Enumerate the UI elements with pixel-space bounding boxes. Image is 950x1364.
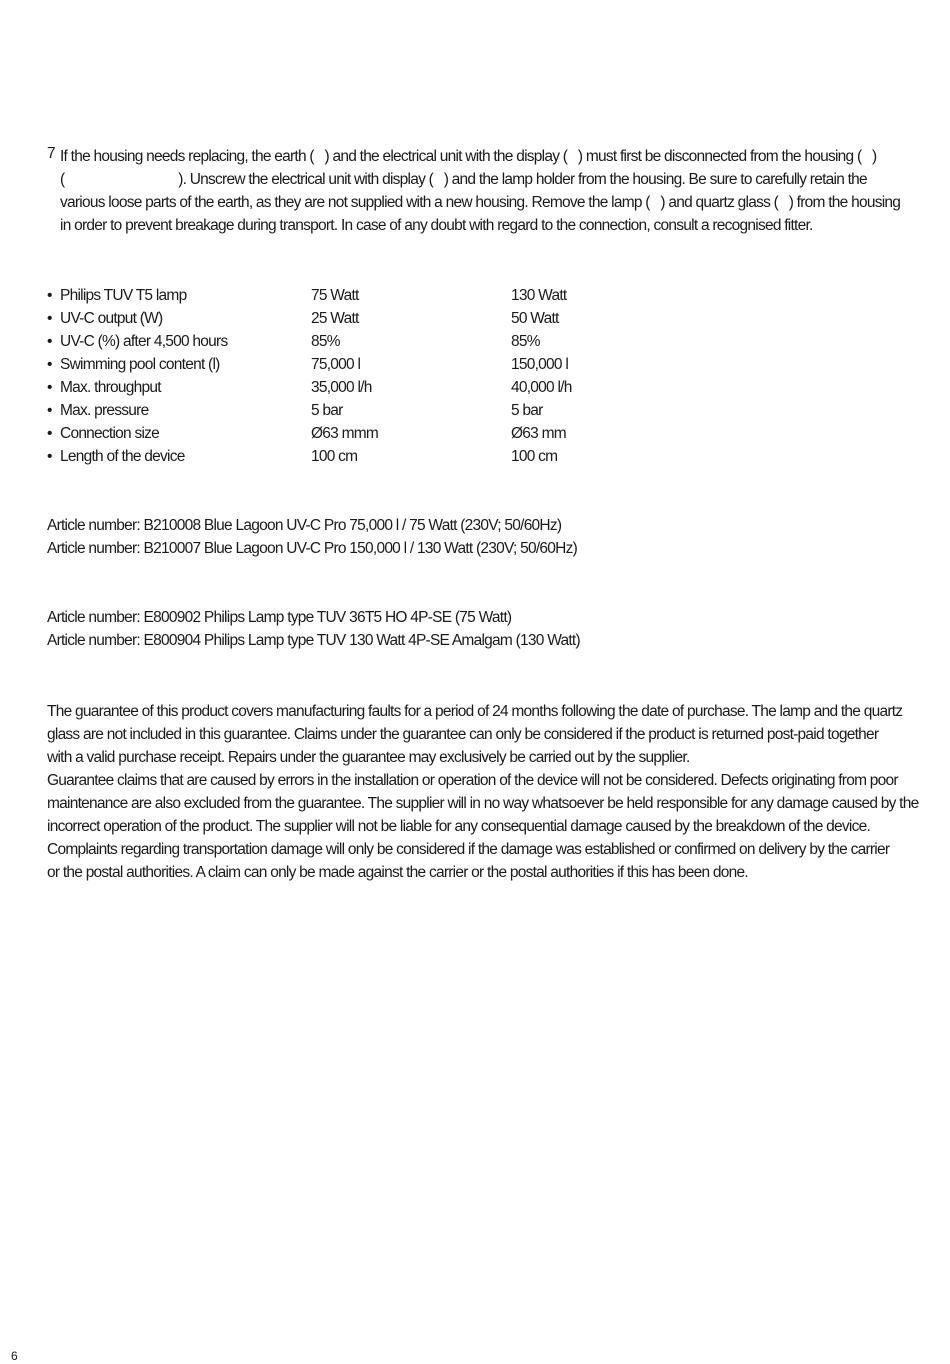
specifications-list	[47, 284, 747, 468]
bullet: •	[47, 333, 52, 350]
spec-value-130w: 50 Watt	[511, 310, 559, 327]
spec-value-75w: 85%	[311, 333, 340, 350]
step-7-line: If the housing needs replacing, the earth ( ) and the electrical unit with the display ( ) must first be disconnected from the housing ( )	[60, 148, 877, 165]
bullet: •	[47, 402, 52, 419]
lamp-article-numbers	[47, 606, 580, 652]
spec-label: Length of the device	[60, 448, 185, 465]
article-line: Article number: B210008 Blue Lagoon UV-C Pro 75,000 l / 75 Watt (230V; 50/60Hz)	[47, 517, 562, 534]
spec-value-130w: 85%	[511, 333, 540, 350]
spec-value-130w: 150,000 l	[511, 356, 569, 373]
spec-value-75w: 75 Watt	[311, 287, 359, 304]
spec-label: UV-C (%) after 4,500 hours	[60, 333, 228, 350]
spec-value-130w: 5 bar	[511, 402, 543, 419]
device-article-numbers	[47, 514, 577, 560]
step-7-line: ( ). Unscrew the electrical unit with display ( ) and the lamp holder from the housing. Be sure to carefully retain the	[60, 171, 867, 188]
page-number: 6	[11, 1349, 18, 1363]
spec-value-75w: 5 bar	[311, 402, 343, 419]
guarantee-line: incorrect operation of the product. The supplier will not be liable for any consequential damage caused by the breakdown of the device.	[47, 818, 871, 835]
bullet: •	[47, 379, 52, 396]
spec-label: Max. pressure	[60, 402, 149, 419]
guarantee-line: or the postal authorities. A claim can only be made against the carrier or the postal authorities if this has been done.	[47, 864, 748, 881]
bullet: •	[47, 287, 52, 304]
bullet: •	[47, 356, 52, 373]
spec-row	[47, 284, 747, 307]
bullet: •	[47, 310, 52, 327]
step-7-line: in order to prevent breakage during transport. In case of any doubt with regard to the connection, consult a recognised fitter.	[60, 217, 813, 234]
spec-value-75w: 75,000 l	[311, 356, 361, 373]
article-line: Article number: E800902 Philips Lamp type TUV 36T5 HO 4P-SE (75 Watt)	[47, 609, 512, 626]
bullet: •	[47, 425, 52, 442]
guarantee-line: with a valid purchase receipt. Repairs under the guarantee may exclusively be carried out by the supplier.	[47, 749, 690, 766]
spec-row	[47, 445, 747, 468]
spec-row	[47, 307, 747, 330]
guarantee-line: maintenance are also excluded from the guarantee. The supplier will in no way whatsoever be held responsible for any damage caused by the	[47, 795, 919, 812]
guarantee-line: Complaints regarding transportation damage will only be considered if the damage was established or confirmed on delivery by the carrier	[47, 841, 890, 858]
spec-row	[47, 399, 747, 422]
spec-row	[47, 330, 747, 353]
spec-value-130w: 100 cm	[511, 448, 558, 465]
guarantee-line: Guarantee claims that are caused by errors in the installation or operation of the device will not be considered. Defects originating from poor	[47, 772, 898, 789]
spec-value-130w: Ø63 mm	[511, 425, 566, 442]
spec-label: Max. throughput	[60, 379, 161, 396]
spec-value-130w: 130 Watt	[511, 287, 567, 304]
spec-label: UV-C output (W)	[60, 310, 163, 327]
spec-value-75w: 25 Watt	[311, 310, 359, 327]
spec-label: Connection size	[60, 425, 160, 442]
spec-row	[47, 353, 747, 376]
spec-label: Swimming pool content (l)	[60, 356, 220, 373]
bullet: •	[47, 448, 52, 465]
spec-label: Philips TUV T5 lamp	[60, 287, 187, 304]
guarantee-text	[47, 700, 927, 884]
guarantee-line: glass are not included in this guarantee. Claims under the guarantee can only be considered if the product is returned post-paid together	[47, 726, 879, 743]
article-line: Article number: B210007 Blue Lagoon UV-C Pro 150,000 l / 130 Watt (230V; 50/60Hz)	[47, 540, 578, 557]
spec-row	[47, 422, 747, 445]
spec-value-75w: 35,000 l/h	[311, 379, 372, 396]
spec-value-130w: 40,000 l/h	[511, 379, 572, 396]
guarantee-line: The guarantee of this product covers manufacturing faults for a period of 24 months following the date of purchase. The lamp and the quartz	[47, 703, 903, 720]
article-line: Article number: E800904 Philips Lamp type TUV 130 Watt 4P-SE Amalgam (130 Watt)	[47, 632, 580, 649]
step-7-text	[60, 145, 920, 237]
spec-value-75w: 100 cm	[311, 448, 358, 465]
step-number: 7	[47, 145, 55, 162]
spec-value-75w: Ø63 mmm	[311, 425, 379, 442]
spec-row	[47, 376, 747, 399]
step-7-line: various loose parts of the earth, as they are not supplied with a new housing. Remove the lamp ( ) and quartz glass ( ) from the housing	[60, 194, 901, 211]
